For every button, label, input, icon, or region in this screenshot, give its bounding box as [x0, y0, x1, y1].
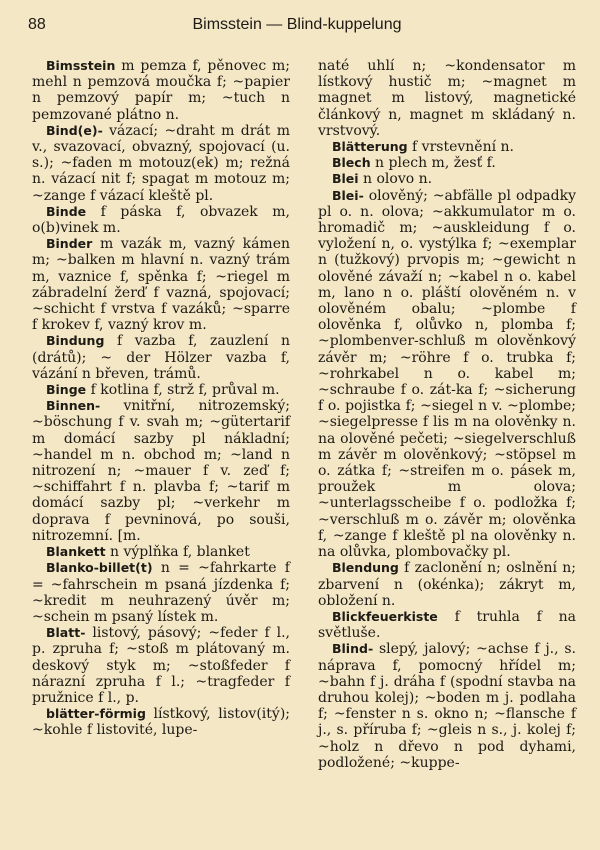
entry-headword: Blickfeuerkiste	[332, 608, 438, 624]
left-column	[32, 58, 290, 739]
entry-definition: n plech m, žesť f.	[370, 155, 496, 172]
entry-definition: vnitřní, nitrozemský; ~böschung f v. svah m; ~gütertarif m domácí sazby pl nákladní; ~handel m n. obchod m; ~land n nitrození n; ~mauer f v. zeď f; ~schiffahrt f n. plavba f; ~tarif m domácí sazby pl; ~verkehr m doprava f pevninová, po souši, nitrozemní. [m.	[32, 398, 290, 544]
entry-headword: Binnen-	[46, 398, 101, 414]
dictionary-entry	[32, 236, 290, 333]
entry-definition: f truhla f na světluše.	[318, 608, 576, 642]
dictionary-entry	[318, 171, 576, 187]
entry-definition: m pemza f, pěnovec m; mehl n pemzová moučka f; ~papier n pemzový papír m; ~tuch n pemzované plátno n.	[32, 58, 290, 123]
entry-headword: Bind(e)-	[46, 122, 103, 138]
entry-headword: blätter-förmig	[46, 706, 146, 722]
entry-headword: Blei	[332, 171, 359, 187]
entry-headword: Blanko-billet(t)	[46, 560, 153, 576]
dictionary-entry	[32, 204, 290, 236]
dictionary-entry	[32, 333, 290, 382]
page-header	[28, 14, 566, 38]
entry-definition: f zaclonění n; oslnění n; zbarvení n (okénka); zákryt m, obložení n.	[318, 560, 576, 609]
running-title: Bimsstein — Blind-kuppelung	[192, 16, 402, 33]
entry-headword: Blätterung	[332, 139, 408, 155]
entry-definition: n olovo n.	[358, 171, 433, 188]
entry-headword: Blatt-	[46, 625, 86, 641]
dictionary-entry	[32, 398, 290, 544]
entry-headword: Bimsstein	[46, 58, 116, 73]
dictionary-entry	[32, 706, 290, 738]
entry-definition: naté uhlí n; ~kondensator m lístkový hustič m; ~magnet m magnet m listový, magnetické článkový n, magnet m skládaný n. vrstvový.	[318, 58, 576, 139]
dictionary-entry	[318, 609, 576, 641]
dictionary-entry	[318, 641, 576, 771]
entry-definition: slepý, jalový; ~achse f j., s. náprava f, pomocný hřídel m; ~bahn f j. dráha f (spodní stavba na druhou kolej); ~boden m j. podlaha f; ~fenster n s. okno n; ~flansche f j., s. příruba f; ~gleis n s., j. kolej f; ~holz n dřevo n pod dyhami, podložené; ~kuppe-	[318, 641, 576, 771]
dictionary-entry	[32, 382, 290, 398]
dictionary-entry	[318, 560, 576, 609]
dictionary-entry	[32, 560, 290, 625]
dictionary-entry	[32, 625, 290, 706]
entry-definition: f kotlina f, strž f, průval m.	[86, 382, 280, 399]
entry-definition: n výplňka f, blanket	[105, 544, 250, 561]
dictionary-entry	[318, 139, 576, 155]
dictionary-entry	[32, 58, 290, 123]
entry-definition: f páska f, obvazek m, o(b)vinek m.	[32, 203, 290, 237]
entry-headword: Blendung	[332, 560, 399, 576]
entry-headword: Binge	[46, 382, 87, 398]
entry-headword: Bindung	[46, 333, 105, 349]
entry-headword: Blech	[332, 155, 371, 171]
entry-headword: Binde	[46, 203, 87, 219]
right-column	[318, 58, 576, 771]
dictionary-entry	[318, 58, 576, 139]
entry-definition: m vazák m, vazný kámen m; ~balken m hlavní n. vazný trám m, vaznice f, spěnka f; ~riegel m zábradelní žerď f vazná, spojovací; ~schicht f vrstva f vazáků; ~sparre f krokev f, vazný krov m.	[32, 236, 290, 334]
dictionary-entry	[32, 544, 290, 560]
page-number: 88	[28, 16, 46, 33]
entry-definition: n = ~fahrkarte f = ~fahrschein m psaná jízdenka f; ~kredit m neuhrazený úvěr m; ~schein m psaný lístek m.	[32, 560, 290, 625]
entry-definition: listový, pásový; ~feder f l., p. zpruha f; ~stoß m plátovaný m. deskový styk m; ~stoßfeder f nárazní zpruha f l.; ~tragfeder f pružnice f l., p.	[32, 625, 290, 706]
dictionary-entry	[318, 188, 576, 561]
entry-definition: lístkový, listov(itý); ~kohle f listovité, lupe-	[32, 706, 290, 739]
entry-headword: Blind-	[332, 641, 374, 657]
dictionary-entry	[32, 123, 290, 204]
dictionary-entry	[318, 155, 576, 171]
entry-headword: Blei-	[332, 187, 364, 203]
entry-headword: Blankett	[46, 544, 106, 560]
entry-definition: vázací; ~draht m drát m v., svazovací, obvazný, spojovací (u. s.); ~faden m motouz(ek) m; režná n. vázací nit f; spagat m motouz m; ~zange f vázací kleště pl.	[32, 122, 290, 204]
entry-headword: Binder	[46, 236, 93, 252]
entry-definition: olověný; ~abfälle pl odpadky pl o. n. olova; ~akkumulator m o. hromadič m; ~auskleidung f o. vyložení n, o. vystýlka f; ~exemplar n (tužkový) prvopis m; ~gewicht n olověné závaží n; ~kabel n o. kabel m, lano n o. pláští olověném n. v olověném obalu; ~plombe f olověnka f, olůvko n, plomba f; ~plombenver-schluß m olověnkový závěr m; ~röhre f o. trubka f; ~rohrkabel n o. kabel m; ~schraube f o. zát-ka f; ~sicherung f o. pojistka f; ~siegel n v. ~plombe; ~siegelpresse f lis m na olověnky n. na olověné pečeti; ~siegelverschluß m závěr m olověnkový; ~stöpsel m o. zátka f; ~streifen m o. pásek m, proužek m olova; ~unterlagsscheibe f o. podložka f; ~verschluß m o. závěr m; olověnka f, ~zange f kleště pl na olověnky n. na olůvka, plombovačky pl.	[318, 187, 576, 561]
entry-definition: f vrstevnění n.	[407, 139, 514, 156]
entry-definition: f vazba f, zauzlení n (drátů); ~ der Hölzer vazba f, vázání n břeven, trámů.	[32, 333, 290, 382]
